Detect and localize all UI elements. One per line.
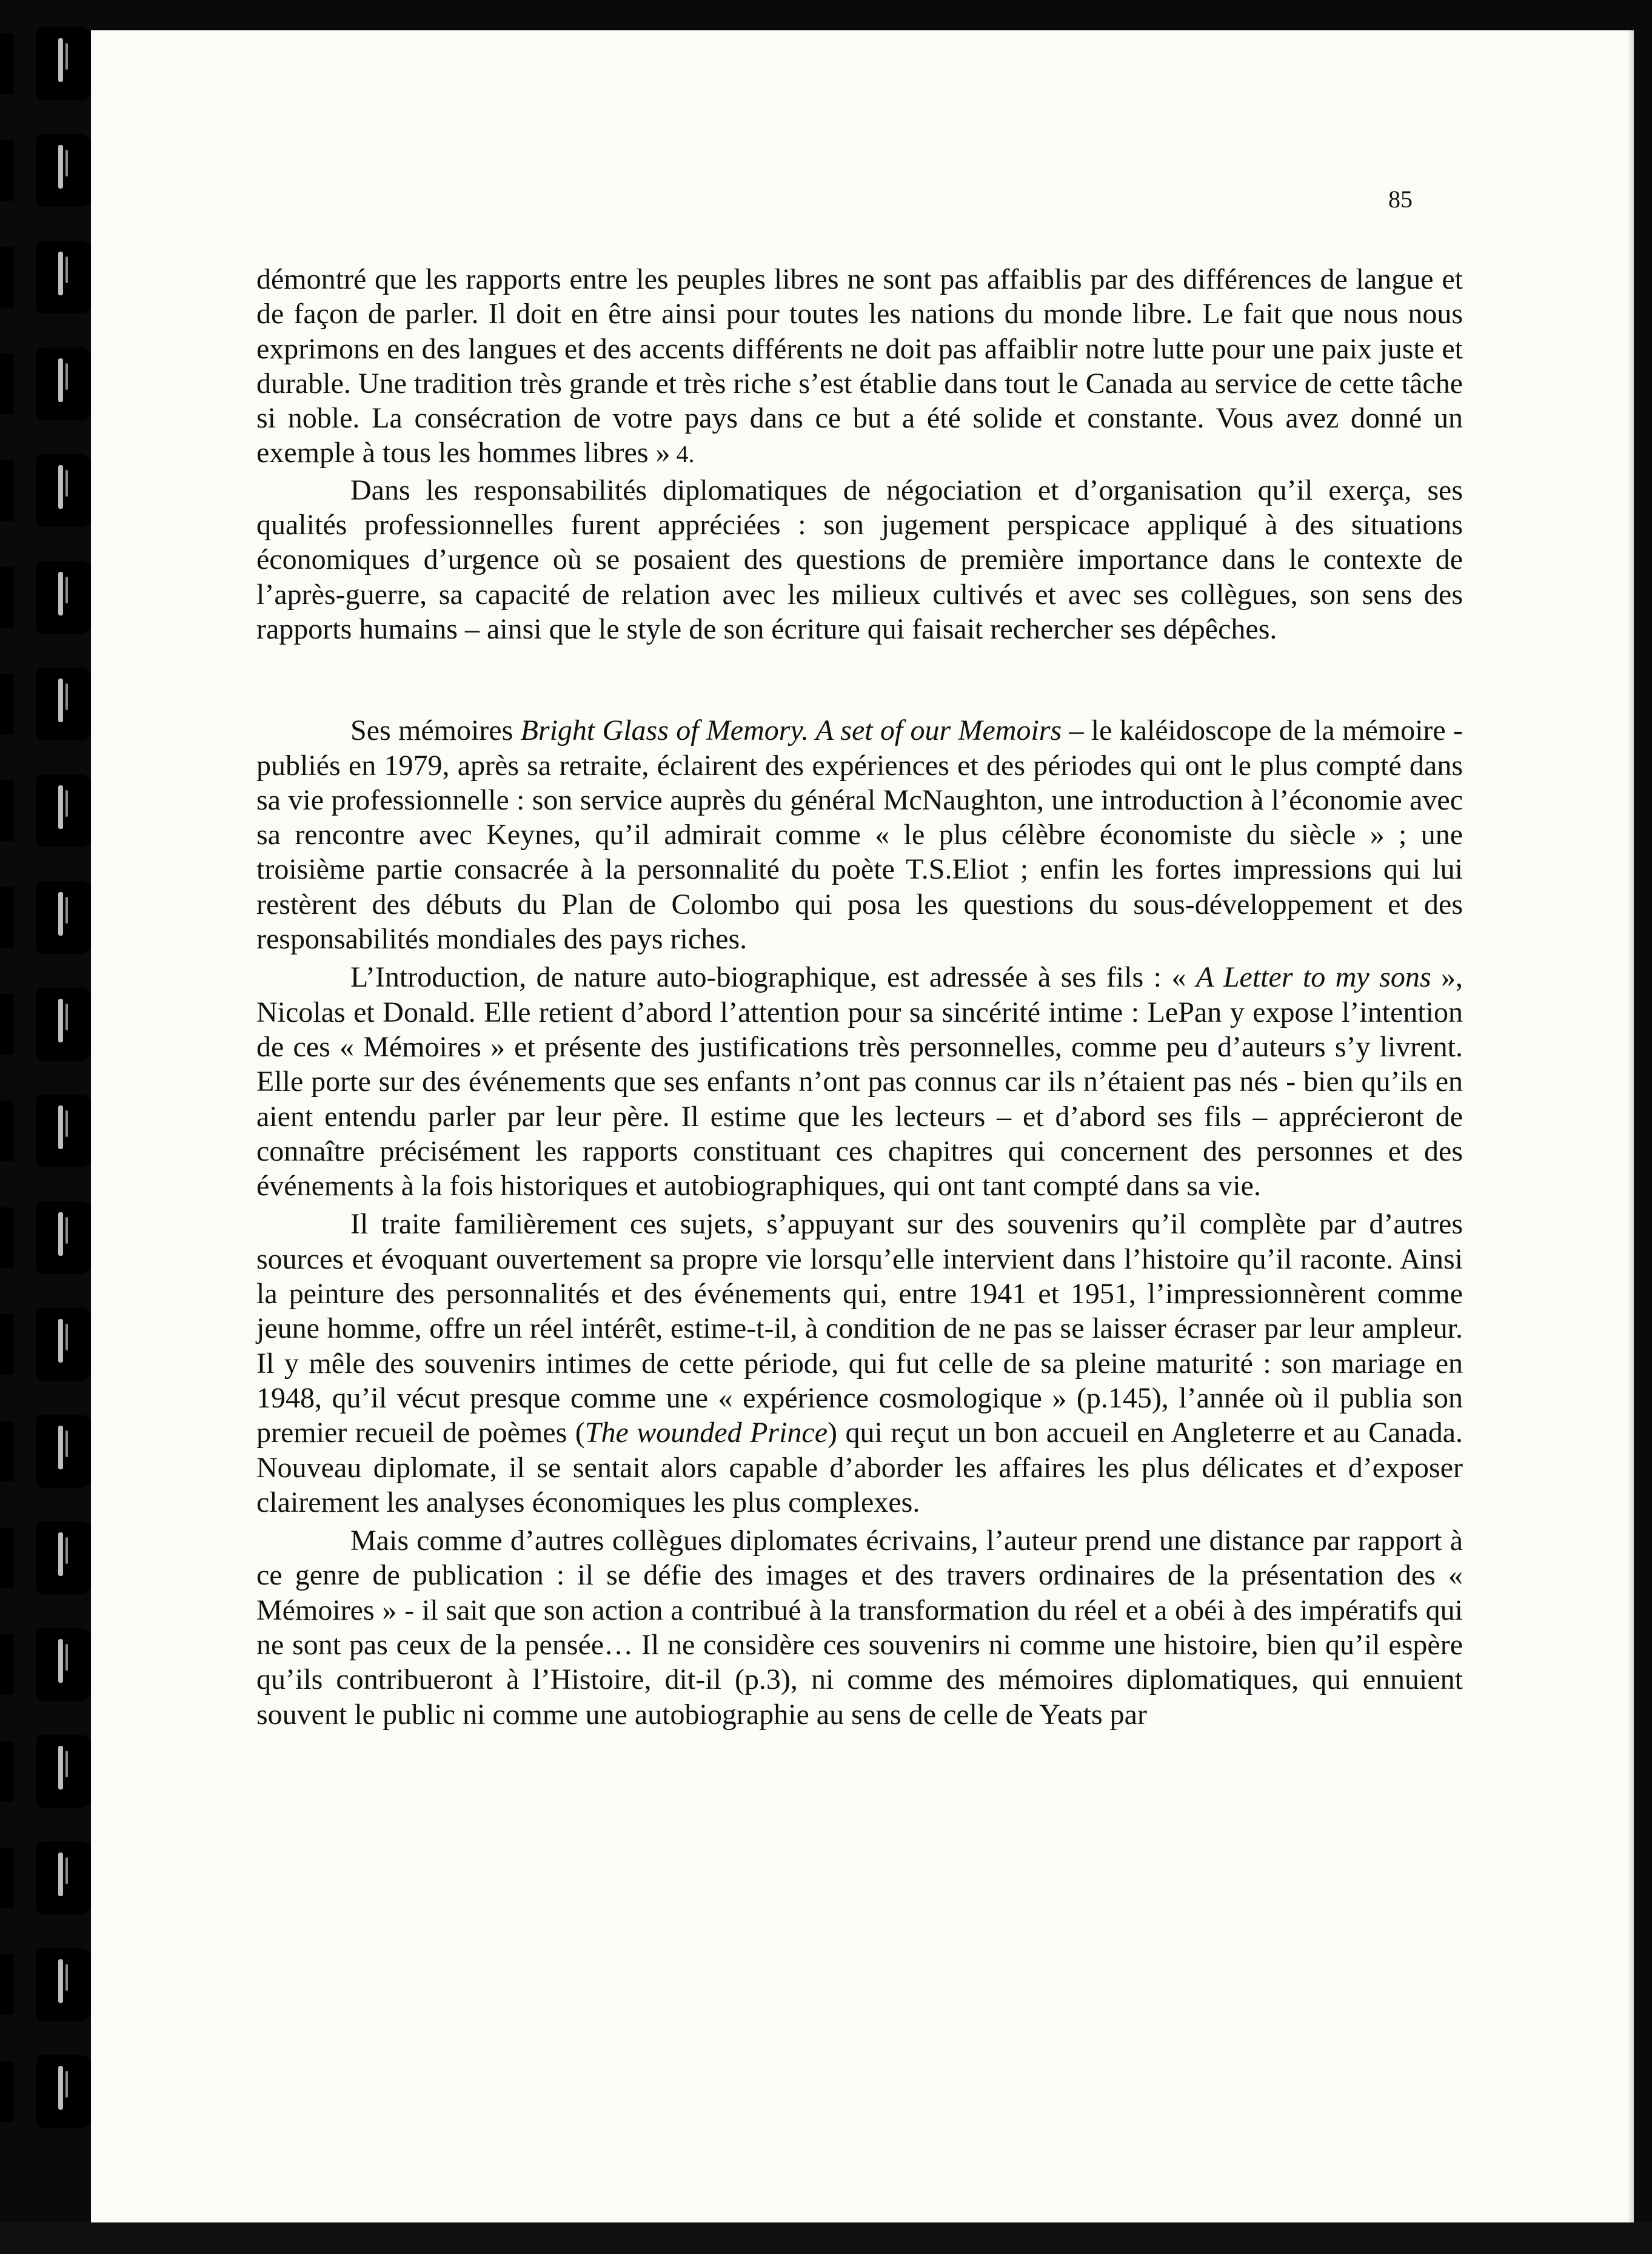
binding-edge (0, 1634, 13, 1695)
binding-edge (0, 1741, 13, 1802)
binding-ring (0, 1521, 103, 1594)
binding-coil (36, 134, 91, 207)
binding-edge (0, 994, 13, 1055)
binding-ring (0, 347, 103, 420)
page-number: 85 (1388, 186, 1413, 213)
binding-ring (0, 881, 103, 954)
binding-coil (36, 454, 91, 527)
poetry-title: The wounded Prince (584, 1417, 828, 1449)
binding-ring (0, 1308, 103, 1381)
binding-coil (36, 2055, 91, 2128)
paragraph-distance: Mais comme d’autres collègues diplomates écrivains, l’auteur prend une distance par rapport à ce genre de publication : il se défie des images et des travers ordinaires de la présentation des « Mémoires » - il sait que son action a contribué à la transformation du réel et a obéi à des impératifs qui ne sont pas ceux de la pensée… Il ne considère ces souvenirs ni comme une histoire, bien qu’il espère qu’ils contribueront à l’Histoire, dit-il (p.3), ni comme des mémoires diplomatiques, qui ennuient souvent le public ni comme une autobiographie au sens de celle de Yeats par (256, 1524, 1463, 1731)
binding-edge (0, 354, 13, 414)
binding-edge (0, 1207, 13, 1268)
binding-coil (36, 1415, 91, 1488)
binding-edge (0, 1848, 13, 1908)
binding-ring (0, 27, 103, 100)
binding-coil (36, 668, 91, 740)
binding-coil (36, 1842, 91, 1914)
paragraph-quote-end (256, 262, 1463, 472)
spiral-binding (0, 0, 103, 2254)
binding-edge (0, 1954, 13, 2015)
binding-edge (0, 247, 13, 307)
binding-edge (0, 567, 13, 628)
binding-ring (0, 1948, 103, 2021)
binding-ring (0, 134, 103, 207)
binding-ring (0, 1628, 103, 1701)
binding-ring (0, 774, 103, 847)
binding-edge (0, 2061, 13, 2122)
binding-ring (0, 1415, 103, 1488)
binding-coil (36, 1948, 91, 2021)
binding-coil (36, 561, 91, 634)
binding-coil (36, 1628, 91, 1701)
letter-title: A Letter to my sons (1196, 961, 1431, 994)
binding-coil (36, 881, 91, 954)
binding-edge (0, 33, 13, 94)
binding-coil (36, 1308, 91, 1381)
paragraph-diplomatic-qualities: Dans les responsabilités diplomatiques de négociation et d’organisation qu’il exerça, ses qualités professionnelles furent appréciées : son jugement perspicace appliqué à des situations économiques d’urgence où se posaient des questions de première importance dans le contexte de l’après-guerre, sa capacité de relation avec les milieux cultivés et avec ses collègues, son sens des rapports humains – ainsi que le style de son écriture qui faisait rechercher ses dépêches. (256, 474, 1463, 645)
paragraph-text: démontré que les rapports entre les peuples libres ne sont pas affaiblis par des différences de langue et de façon de parler. Il doit en être ainsi pour toutes les nations du monde libre. Le fait que nous nous exprimons en des langues et des accents différents ne doit pas affaiblir notre lutte pour une paix juste et durable. Une tradition très grande et très riche s’est établie dans tout le Canada au service de cette tâche si noble. La consécration de votre pays dans ce but a été solide et constante. Vous avez donné un exemple à tous les hommes libres » (256, 263, 1463, 469)
binding-ring (0, 561, 103, 634)
binding-edge (0, 1101, 13, 1161)
binding-ring (0, 988, 103, 1061)
binding-ring (0, 668, 103, 740)
binding-edge (0, 140, 13, 201)
paragraph-introduction: L’Introduction, de nature auto-biographique, est adressée à ses fils : « A Letter to my sons », Nicolas et Donald. Elle retient d’abord l’attention pour sa sincérité intime : LePan y expose l’intention de ces « Mémoires » et présente des justifications très personnelles, comme peu d’auteurs s’y livrent. Elle porte sur des événements que ses enfants n’ont pas connus car ils n’étaient pas nés - bien qu’ils en aient entendu parler par leur père. Il estime que les lecteurs – et d’abord ses fils – apprécieront de connaître précisément les rapports constituant ces chapitres qui concernent des personnes et des événements à la fois historiques et autobiographiques, qui ont tant compté dans sa vie. (256, 961, 1463, 1202)
body-text (256, 262, 1463, 1733)
binding-ring (0, 241, 103, 314)
binding-ring (0, 454, 103, 527)
binding-coil (36, 774, 91, 847)
binding-coil (36, 347, 91, 420)
binding-ring (0, 1095, 103, 1167)
binding-ring (0, 1201, 103, 1274)
binding-coil (36, 241, 91, 314)
binding-coil (36, 1521, 91, 1594)
binding-coil (36, 1201, 91, 1274)
binding-edge (0, 780, 13, 841)
scan-border (0, 2222, 1652, 2254)
binding-ring (0, 1842, 103, 1914)
binding-edge (0, 887, 13, 948)
binding-coil (36, 1735, 91, 1808)
binding-coil (36, 27, 91, 100)
paragraph-personal-history: Il traite familièrement ces sujets, s’appuyant sur des souvenirs qu’il complète par d’autres sources et évoquant ouvertement sa propre vie lorsqu’elle intervient dans l’histoire qu’il raconte. Ainsi la peinture des personnalités et des événements qui, entre 1941 et 1951, l’impressionnèrent comme jeune homme, offre un réel intérêt, estime-t-il, à condition de ne pas se laisser écraser par leur ampleur. Il y mêle des souvenirs intimes de cette période, qui fut celle de sa pleine maturité : son mariage en 1948, qu’il vécut presque comme une « expérience cosmologique » (p.145), l’année où il publia son premier recueil de poèmes (The wounded Prince) qui reçut un bon accueil en Angleterre et au Canada. Nouveau diplomate, il se sentait alors capable d’aborder les affaires les plus délicates et d’exposer clairement les analyses économiques les plus complexes. (256, 1208, 1463, 1518)
book-title: Bright Glass of Memory. A set of our Memoirs (520, 714, 1062, 747)
binding-ring (0, 1735, 103, 1808)
binding-edge (0, 1528, 13, 1588)
binding-ring (0, 2055, 103, 2128)
binding-edge (0, 674, 13, 734)
binding-coil (36, 988, 91, 1061)
footnote-reference: 4. (670, 440, 695, 468)
paragraph-memoirs: Ses mémoires Bright Glass of Memory. A set of our Memoirs – le kaléidoscope de la mémoire - publiés en 1979, après sa retraite, éclairent des expériences et des périodes qui ont le plus compté dans sa vie professionnelle : son service auprès du général McNaughton, une introduction à l’économie avec sa rencontre avec Keynes, qu’il admirait comme « le plus célèbre économiste du siècle » ; une troisième partie consacrée à la personnalité du poète T.S.Eliot ; enfin les fortes impressions qui lui restèrent des débuts du Plan de Colombo qui posa les questions du sous-développement et des responsabilités mondiales des pays riches. (256, 714, 1463, 956)
binding-coil (36, 1095, 91, 1167)
binding-edge (0, 1421, 13, 1481)
binding-edge (0, 460, 13, 521)
binding-edge (0, 1314, 13, 1375)
